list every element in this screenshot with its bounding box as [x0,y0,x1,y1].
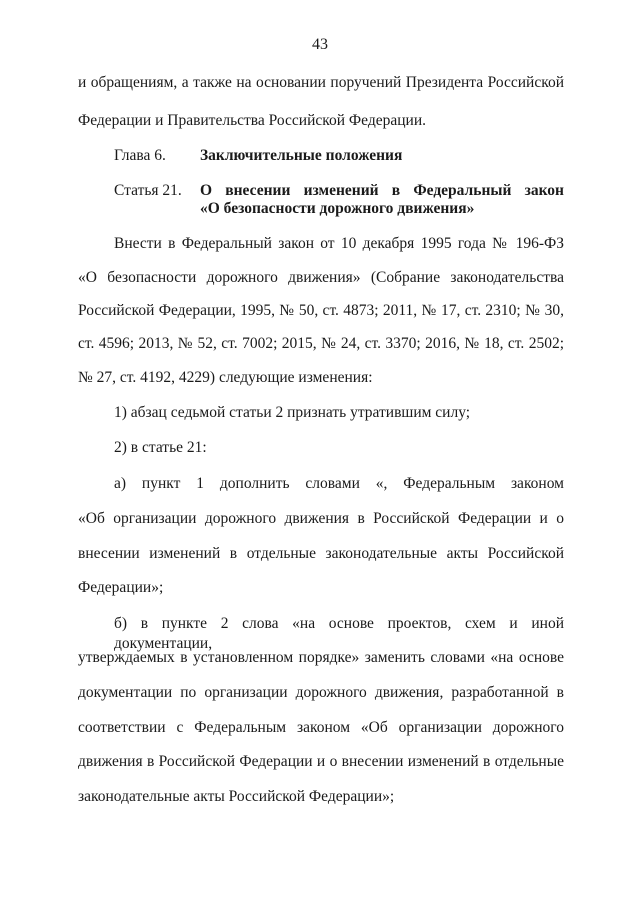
item-2: 2) в статье 21: [114,439,207,456]
sub-b-line-2: утверждаемых в установленном порядке» заменить словами «на основе [78,649,564,666]
intro-line-5: № 27, ст. 4192, 4229) следующие изменения: [78,369,373,386]
sub-b-line-6: законодательные акты Российской Федерации»; [78,788,395,805]
sub-b-line-1: б) в пункте 2 слова «на основе проектов, схем и иной документации, [114,615,564,652]
intro-line-3: Российской Федерации, 1995, № 50, ст. 4873; 2011, № 17, ст. 2310; № 30, [78,302,564,319]
sub-a-line-3: внесении изменений в отдельные законодательные акты Российской [78,545,564,562]
page-number: 43 [312,36,328,53]
article-title-line-1: О внесении изменений в Федеральный закон [200,182,564,199]
item-1: 1) абзац седьмой статьи 2 признать утратившим силу; [114,404,471,421]
continuation-line-1: и обращениям, а также на основании поручений Президента Российской [78,74,564,91]
sub-b-line-4: соответствии с Федеральным законом «Об организации дорожного [78,719,564,736]
intro-line-1: Внести в Федеральный закон от 10 декабря 1995 года № 196-ФЗ [114,235,564,252]
article-title-line-2: «О безопасности дорожного движения» [200,200,475,217]
intro-line-4: ст. 4596; 2013, № 52, ст. 7002; 2015, № 24, ст. 3370; 2016, № 18, ст. 2502; [78,335,564,352]
chapter-title: Заключительные положения [200,147,403,164]
sub-b-line-3: документации по организации дорожного движения, разработанной в [78,684,564,701]
sub-a-line-4: Федерации»; [78,579,164,596]
continuation-line-2: Федерации и Правительства Российской Федерации. [78,112,427,129]
sub-a-line-2: «Об организации дорожного движения в Российской Федерации и о [78,510,564,527]
intro-line-2: «О безопасности дорожного движения» (Собрание законодательства [78,269,564,286]
chapter-label: Глава 6. [114,147,166,164]
article-label: Статья 21. [114,182,182,199]
sub-b-line-5: движения в Российской Федерации и о внесении изменений в отдельные [78,753,564,770]
sub-a-line-1: а) пункт 1 дополнить словами «, Федеральным законом [114,475,564,492]
